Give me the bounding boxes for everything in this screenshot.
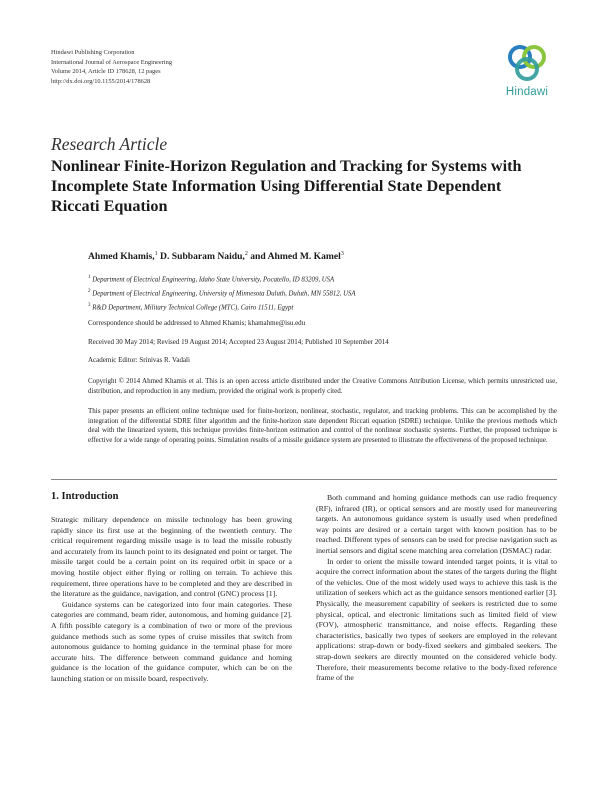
author-affiliation-mark: 1 [154, 251, 158, 257]
publisher-name: Hindawi Publishing Corporation [51, 49, 135, 56]
hindawi-logo-text: Hindawi [505, 86, 549, 98]
publication-info [51, 48, 381, 86]
affiliation: $^1$ Department of Electrical Engineering, Idaho State University, Pocatello, ID 83209, USA [88, 275, 335, 284]
article-type: Research Article [51, 134, 168, 154]
affiliation: $^2$ Department of Electrical Engineering, University of Minnesota Duluth, Duluth, MN 55812, USA [88, 288, 356, 298]
affiliation: $^3$ R&D Department, Military Technical College (MTC), Cairo 11511, Egypt [88, 302, 294, 311]
volume-info: Volume 2014, Article ID 178628, 12 pages [51, 68, 161, 76]
author-name: and Ahmed M. Kamel [250, 251, 341, 263]
body-paragraph: In order to orient the missile toward intended target points, it is vital to acquire the correct information about the states of the targets during the flight of the vehicles. One of the most widely used ways to achieve this task is the utilization of seekers which act as the guidance sensors mentioned earlier [3]. Physically, the measurement capability of seekers is restricted due to some physical, optical, and electronic limitations such as limited field of view (FOV), atmospheric transmittance, and noise effects. Regarding these characteristics, basically two types of seekers are employed in the relevant applications: strap-down or body-fixed seekers and gimbaled seekers. The strap-down seekers are directly mounted on the considered vehicle body. Therefore, their measurements become relative to the body-fixed reference frame of the [316, 556, 557, 683]
doi-link[interactable]: http://dx.doi.org/10.1155/2014/178628 [51, 77, 151, 85]
journal-name: International Journal of Aerospace Engineering [51, 58, 173, 66]
author-list [88, 251, 344, 262]
body-paragraph: Guidance systems can be categorized into four main categories. These categories are command, beam rider, autonomous, and homing guidance [2]. A fifth possible category is a combination of two or more of the previous guidance methods such as some types of cruise missiles that switch from autonomous guidance to homing guidance in the terminal phase for more accurate hits. The difference between command guidance and homing guidance is the location of the guidance computer, which can be on the launching station or on missile board, respectively. [51, 599, 292, 683]
author-name: D. Subbaram Naidu, [160, 251, 245, 263]
author-name: Ahmed Khamis, [88, 251, 155, 263]
abstract: This paper presents an efficient online technique used for finite-horizon, nonlinear, stochastic, regulator, and tracking problems. This can be accomplished by the integration of the differential SDRE filter algorithm and the finite-horizon state dependent Riccati equation (SDRE) technique. Unlike the previous methods which deal with the linearized system, this technique provides finite-horizon estimation and control of the nonlinear stochastic systems. Further, the proposed technique is effective for a wide range of operating points. Simulation results of a missile guidance system are presented to illustrate the effectiveness of the proposed technique. [88, 407, 557, 444]
section-divider [51, 479, 557, 480]
body-paragraph: Strategic military dependence on missile technology has been growing rapidly since its first use at the beginning of the twentieth century. The critical requirement regarding missile usage is to lead the missile robustly and accurately from its launch point to its designated end point or target. The missile target could be a certain point on its required orbit in space or a moving hostile object either flying or rolling on terrain. To achieve this requirement, three operations have to be completed and they are described in the literature as the guidance, navigation, and control (GNC) process [1]. [51, 515, 292, 599]
copyright-notice: Copyright © 2014 Ahmed Khamis et al. This is an open access article distributed under the Creative Commons Attribution License, which permits unrestricted use, distribution, and reproduction in any medium, provided the original work is properly cited. [88, 377, 557, 395]
affiliation-list [88, 272, 558, 314]
author-affiliation-mark: 3 [340, 251, 344, 257]
body-column-left [51, 515, 292, 685]
article-title: Nonlinear Finite-Horizon Regulation and Tracking for Systems with Incomplete State Information Using Differential State Dependent Riccati Equation [51, 157, 522, 215]
hindawi-rings-icon [505, 40, 549, 84]
hindawi-logo [497, 40, 557, 102]
body-column-right [316, 493, 557, 684]
body-paragraph: Both command and homing guidance methods can use radio frequency (RF), infrared (IR), or optical sensors and are mostly used for maneuvering targets. An autonomous guidance system is usually used when predefined way points are desired or a certain target with known position has to be reached. Different types of sensors can be used for precise navigation such as inertial sensors and digital scene matching area correlation (DSMAC) radar. [316, 493, 557, 555]
section-title-introduction: 1. Introduction [51, 491, 119, 502]
publication-dates: Received 30 May 2014; Revised 19 August 2014; Accepted 23 August 2014; Published 10 September 2014 [88, 338, 389, 346]
academic-editor: Academic Editor: Srinivas R. Vadali [88, 356, 190, 364]
correspondence-note: Correspondence should be addressed to Ahmed Khamis; khamahme@isu.edu [88, 319, 306, 327]
author-affiliation-mark: 2 [244, 251, 248, 257]
